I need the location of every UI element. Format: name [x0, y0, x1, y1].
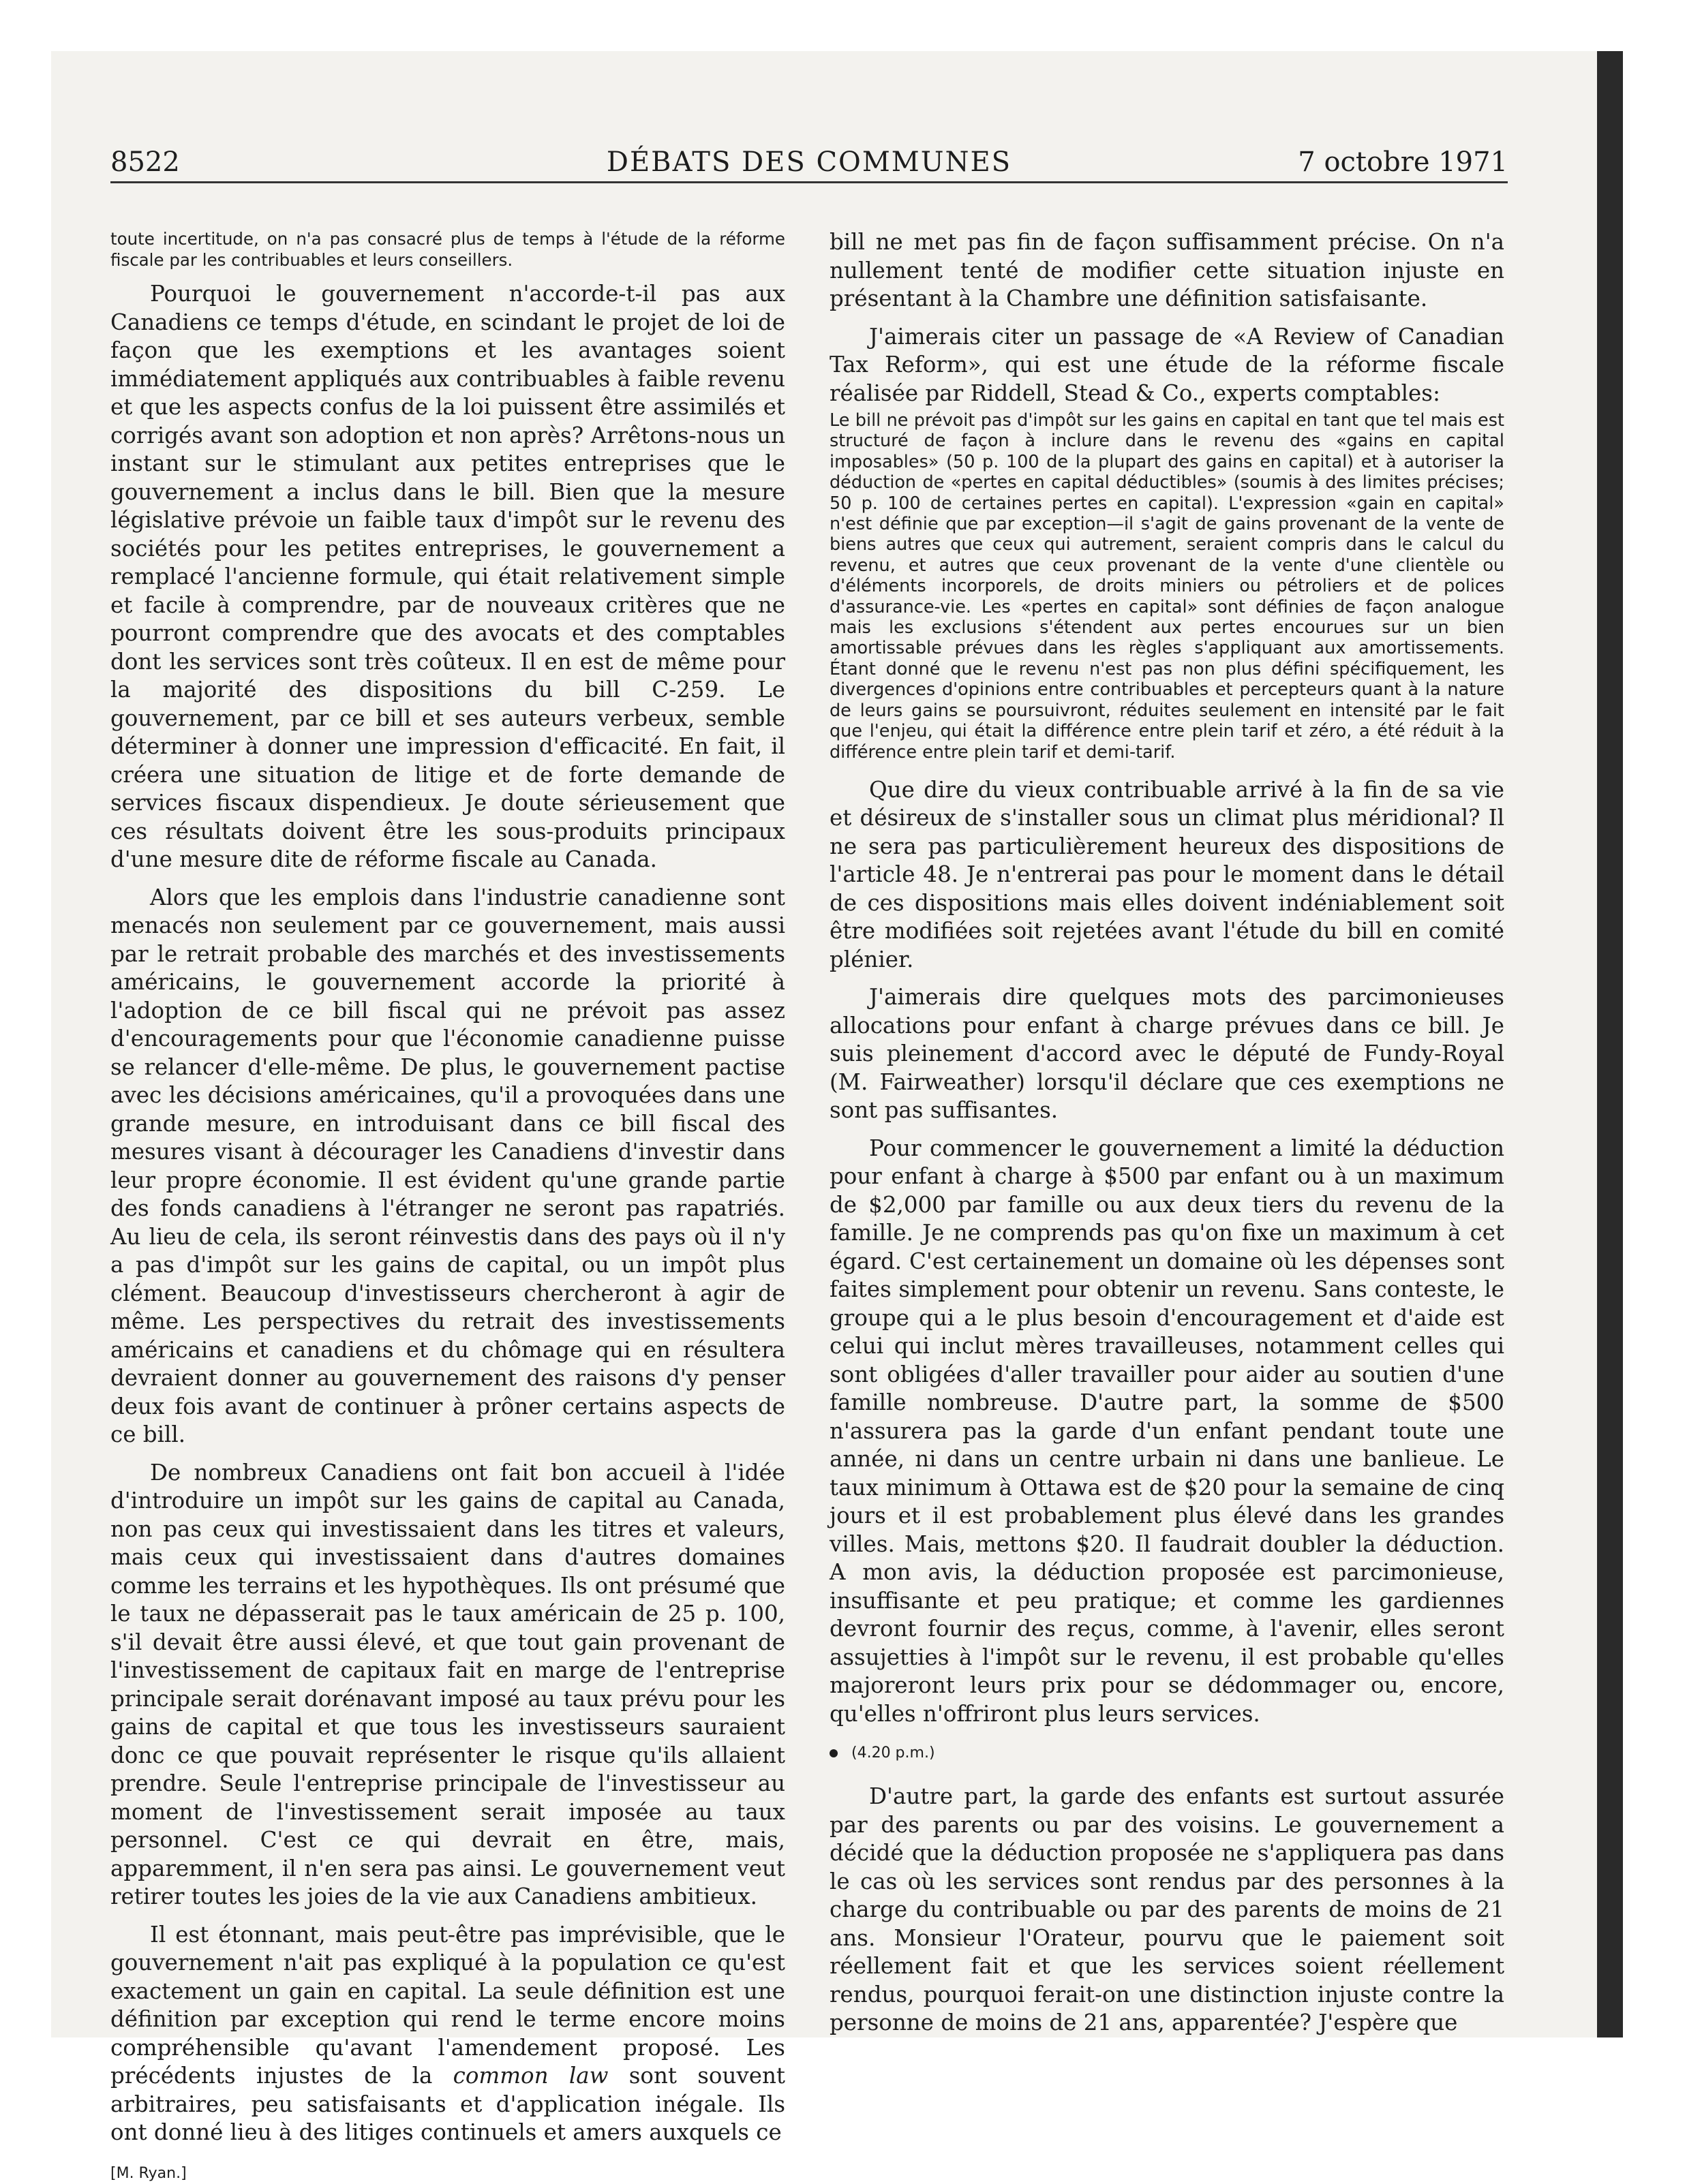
block-quote: Le bill ne prévoit pas d'impôt sur les gains en capital en tant que tel mais est structuré de façon à inclure dans le revenu des «gains en capital imposables» (50 p. 100 de la plupart des gains en capital) et à autoriser la déduction de «pertes en capital déductibles» (soumis à des limites précises; 50 p. 100 de certaines pertes en capital). L'expression «gain en capital» n'est définie que par exception—il s'agit de gains provenant de la vente de biens autres que ceux qui autrement, seraient compris dans le calcul du revenu, et autres que ceux provenant de la vente d'une clientèle ou d'éléments incorporels, de droits miniers ou pétroliers et de polices d'assurance-vie. Les «pertes en capital» sont définies de façon analogue mais les exclusions s'étendent aux pertes encourues sur un bien amortissable prévues dans les règles s'appliquant aux amortissements. Étant donné que le revenu n'est pas non plus défini spécifiquement, les divergences d'opinions entre contribuables et percepteurs quant à la nature de leurs gains se poursuivront, réduites seulement en intensité par le fait que l'enjeu, qui était la différence entre plein tarif et zéro, a été réduit à la différence entre plein tarif et demi-tarif. — [830, 410, 1504, 763]
page-header — [110, 143, 1508, 183]
paragraph: bill ne met pas fin de façon suffisamment précise. On n'a nullement tenté de modifier cette situation injuste en présentant à la Chambre une définition satisfaisante. — [830, 229, 1504, 311]
paragraph-text: sont souvent arbitraires, peu satisfaisants et d'application inégale. Ils ont donné lieu à des litiges continuels et amers auxquels ce — [110, 2063, 785, 2145]
publication-date: 7 octobre 1971 — [1298, 147, 1508, 178]
paragraph-text: Il est étonnant, mais peut-être pas imprévisible, que le gouvernement n'ait pas expliqué à la population ce qu'est exactement un gain en capital. La seule définition est une définition par exception qui rend le terme encore moins compréhensible qu'avant l'amendement proposé. Les précédents injustes de la — [110, 1921, 785, 2089]
left-column — [110, 228, 785, 2184]
time-marker — [830, 1743, 1504, 1764]
paragraph — [110, 1921, 785, 2147]
paragraph: J'aimerais citer un passage de «A Review of Canadian Tax Reform», qui est une étude de la réforme fiscale réalisée par Riddell, Stead & Co., experts comptables: — [830, 323, 1504, 406]
time-label: (4.20 p.m.) — [851, 1744, 935, 1762]
paragraph: D'autre part, la garde des enfants est surtout assurée par des parents ou par des voisins. Le gouvernement a décidé que la déduction proposée ne s'appliquera pas dans le cas où les services sont rendus par des personnes à la charge du contribuable ou par des parents de moins de 21 ans. Monsieur l'Orateur, pourvu que le paiement soit réellement fait et que les services soient réellement rendus, pourquoi ferait-on une distinction injuste contre la personne de moins de 21 ans, apparentée? J'espère que — [830, 1783, 1504, 2036]
publication-title: DÉBATS DES COMMUNES — [606, 147, 1012, 178]
paragraph: J'aimerais dire quelques mots des parcimonieuses allocations pour enfant à charge prévues dans ce bill. Je suis pleinement d'accord avec le député de Fundy-Royal (M. Fairweather) lorsqu'il déclare que ces exemptions ne sont pas suffisantes. — [830, 984, 1504, 1124]
bullet-icon — [830, 1749, 838, 1757]
scan-edge-shadow — [1597, 51, 1623, 2037]
page-number: 8522 — [110, 147, 180, 178]
paragraph: Que dire du vieux contribuable arrivé à la fin de sa vie et désireux de s'installer sous un climat plus méridional? Il ne sera pas particulièrement heureux des dispositions de l'article 48. Je n'entrerai pas pour le moment dans le détail de ces dispositions mais elles doivent indéniablement soit être modifiées soit rejetées avant l'étude du bill en comité plénier. — [830, 776, 1504, 972]
right-column — [830, 228, 1504, 2037]
paragraph: Pourquoi le gouvernement n'accorde-t-il pas aux Canadiens ce temps d'étude, en scindant le projet de loi de façon que les exemptions et les avantages soient immédiatement appliqués aux contribuables à faible revenu et que les aspects confus de la loi puissent être assimilés et corrigés avant son adoption et non après? Arrêtons-nous un instant sur le stimulant aux petites entreprises que le gouvernement a inclus dans le bill. Bien que la mesure législative prévoie un faible taux d'impôt sur le revenu des sociétés pour les petites entreprises, le gouvernement a remplacé l'ancienne formule, qui était relativement simple et facile à comprendre, par de nouveaux critères que ne pourront comprendre que des avocats et des comptables dont les services sont très coûteux. Il en est de même pour la majorité des dispositions du bill C-259. Le gouvernement, par ce bill et ses auteurs verbeux, semble déterminer à donner une impression d'efficacité. En fait, il créera une situation de litige et de forte demande de services fiscaux dispendieux. Je doute sérieusement que ces résultats doivent être les sous-produits principaux d'une mesure dite de réforme fiscale au Canada. — [110, 281, 785, 872]
speaker-attribution: [M. Ryan.] — [110, 2164, 187, 2182]
paragraph: Pour commencer le gouvernement a limité la déduction pour enfant à charge à $500 par enfant ou à un maximum de $2,000 par famille ou aux deux tiers du revenu de la famille. Je ne comprends pas qu'on fixe un maximum à cet égard. C'est certainement un domaine où les dépenses sont faites simplement pour obtenir un revenu. Sans conteste, le groupe qui a le plus besoin d'encouragement et d'aide est celui qui inclut mères travailleuses, notamment celles qui sont obligées d'aller travailler pour aider au soutien d'une famille nombreuse. D'autre part, la somme de $500 n'assurera pas la garde d'un enfant pendant toute une année, ni dans un centre urbain ni dans une banlieue. Le taux minimum à Ottawa est de $20 pour la semaine de cinq jours et il est probablement plus élevé dans les grandes villes. Mais, mettons $20. Il faudrait doubler la déduction. A mon avis, la déduction proposée est parcimonieuse, insuffisante et peu pratique; et comme les gardiennes devront fournir des reçus, comme, à l'avenir, elles seront assujetties à l'impôt sur le revenu, il est probable qu'elles majoreront leurs prix pour se dédommager ou, encore, qu'elles n'offriront plus leurs services. — [830, 1135, 1504, 1727]
paragraph: toute incertitude, on n'a pas consacré plus de temps à l'étude de la réforme fiscale par les contribuables et leurs conseillers. — [110, 229, 785, 270]
paragraph: Alors que les emplois dans l'industrie canadienne sont menacés non seulement par ce gouvernement, mais aussi par le retrait probable des marchés et des investissements américains, le gouvernement accorde la priorité à l'adoption de ce bill fiscal qui ne prévoit pas assez d'encouragements pour que l'économie canadienne puisse se relancer d'elle-même. De plus, le gouvernement pactise avec les décisions américaines, qu'il a provoquées dans une grande mesure, en introduisant dans ce bill fiscal des mesures visant à décourager les Canadiens d'investir dans leur propre économie. Il est évident qu'une grande partie des fonds canadiens à l'étranger ne seront pas rapatriés. Au lieu de cela, ils seront réinvestis dans des pays où il n'y a pas d'impôt sur les gains de capital, ou un impôt plus clément. Beaucoup d'investisseurs chercheront à agir de même. Les perspectives du retrait des investissements américains et canadiens et du chômage qui en résultera devraient donner au gouvernement des raisons d'y penser deux fois avant de continuer à prôner certains aspects de ce bill. — [110, 884, 785, 1447]
italic-term: common law — [453, 2063, 609, 2089]
paragraph: De nombreux Canadiens ont fait bon accueil à l'idée d'introduire un impôt sur les gains de capital au Canada, non pas ceux qui investissaient dans les titres et valeurs, mais ceux qui investissaient dans d'autres domaines comme les terrains et les hypothèques. Ils ont présumé que le taux ne dépasserait pas le taux américain de 25 p. 100, s'il devait être aussi élevé, et que tout gain provenant de l'investissement de capitaux fait en marge de l'entreprise principale serait dorénavant imposé au taux prévu pour les gains de capital et que tous les investisseurs sauraient donc ce que pouvait représenter le risque qu'ils allaient prendre. Seule l'entreprise principale de l'investisseur au moment de l'investissement serait imposée au taux personnel. C'est ce qui devrait en être, mais, apparemment, il n'en sera pas ainsi. Le gouvernement veut retirer toutes les joies de la vie aux Canadiens ambitieux. — [110, 1459, 785, 1909]
